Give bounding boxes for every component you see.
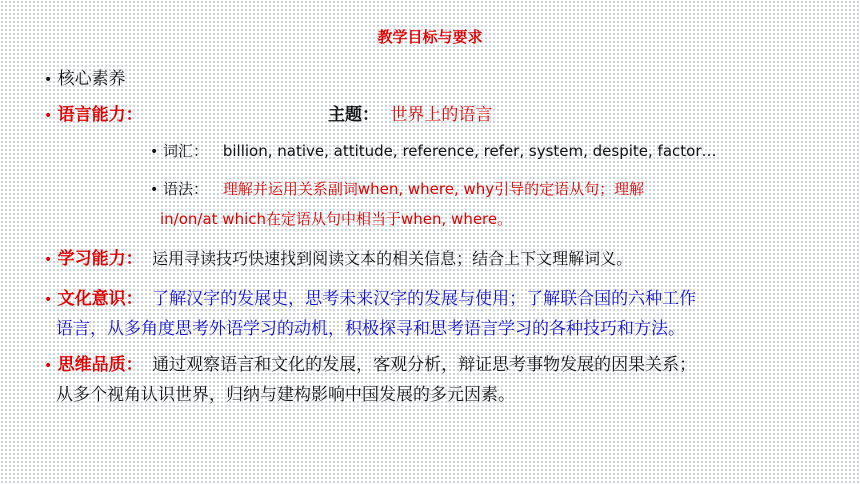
grammar-item — [150, 178, 644, 199]
grammar-line-1: 理解并运用关系副词when, where, why引导的定语从句；理解 — [222, 180, 645, 198]
language-ability-item — [44, 100, 143, 125]
thinking-quality-item — [44, 350, 696, 375]
cultural-awareness-label: 文化意识： — [57, 289, 143, 309]
learning-ability-item — [44, 244, 632, 269]
learning-ability-value: 运用寻读技巧快速找到阅读文本的相关信息；结合上下文理解词义。 — [152, 249, 633, 268]
bullet: • — [150, 182, 159, 198]
slide-title: 教学目标与要求 — [377, 28, 483, 46]
bullet: • — [150, 144, 159, 160]
cultural-awareness-line-1: 了解汉字的发展史，思考未来汉字的发展与使用；了解联合国的六种工作 — [152, 289, 697, 309]
thinking-quality-line-2: 从多个视角认识世界，归纳与建构影响中国发展的多元因素。 — [56, 385, 515, 405]
bullet: • — [44, 252, 53, 268]
bullet: • — [44, 108, 53, 124]
vocabulary-value: billion, native, attitude, reference, refer, system, despite, factor… — [222, 142, 717, 160]
bullet: • — [44, 358, 53, 374]
bullet: • — [44, 72, 53, 88]
bullet: • — [44, 292, 53, 308]
theme-line — [328, 100, 492, 125]
learning-ability-label: 学习能力： — [57, 249, 143, 269]
theme-label: 主题： — [328, 105, 379, 125]
grammar-line-2: in/on/at which在定语从句中相当于when, where。 — [160, 210, 513, 228]
cultural-awareness-line-2: 语言，从多角度思考外语学习的动机，积极探寻和思考语言学习的各种技巧和方法。 — [56, 319, 685, 339]
vocabulary-item — [150, 140, 717, 161]
vocabulary-label: 词汇： — [163, 142, 209, 160]
thinking-quality-label: 思维品质： — [57, 355, 143, 375]
language-ability-label: 语言能力： — [57, 105, 143, 125]
core-literacy-label: 核心素养 — [57, 69, 126, 89]
thinking-quality-line-1: 通过观察语言和文化的发展，客观分析，辩证思考事物发展的因果关系； — [152, 355, 697, 375]
core-literacy-item — [44, 64, 126, 89]
cultural-awareness-item — [44, 284, 696, 309]
grammar-label: 语法： — [163, 180, 209, 198]
theme-value: 世界上的语言 — [390, 105, 493, 125]
